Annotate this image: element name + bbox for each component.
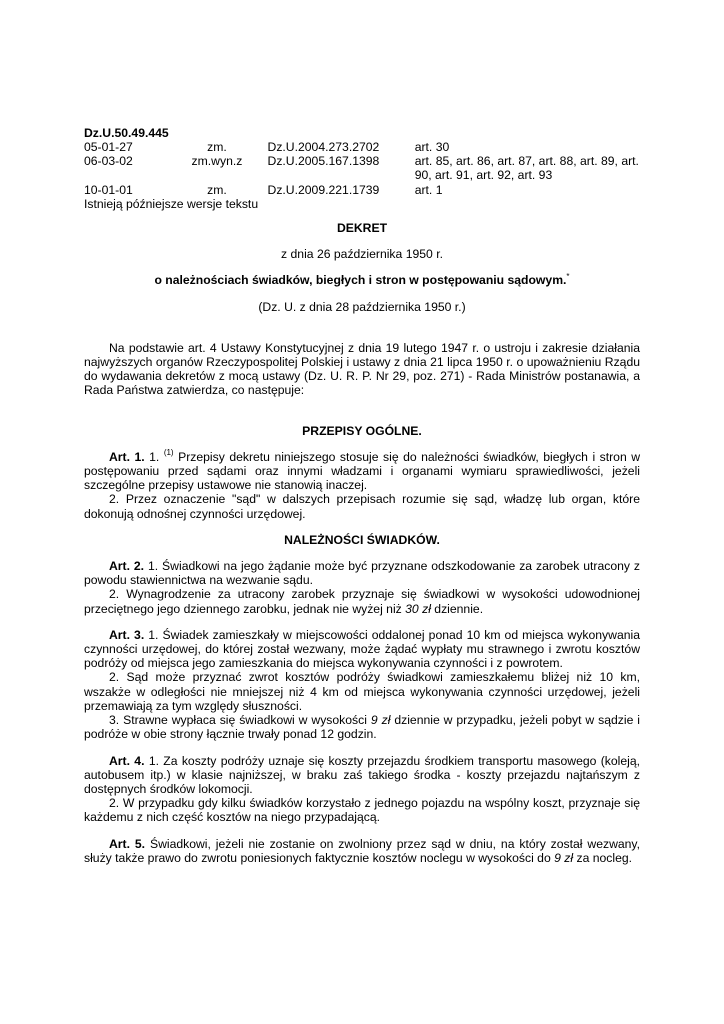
paragraph-number: 1. (149, 449, 160, 464)
amendments-table (84, 140, 640, 197)
paragraph-text: 1. Za koszty podróży uznaje się koszty przejazdu środkiem transportu masowego (koleją, autobusem itp.) w klasie najniższej, w braku zaś takiego środka - koszty przejazdu najtańszym z dostępnych środków lokomocji. (84, 753, 641, 796)
preamble: Na podstawie art. 4 Ustawy Konstytucyjnej z dnia 19 lutego 1947 r. o ustroju i zakresie działania najwyższych organów Rzeczypospolitej Polskiej i ustawy z dnia 21 lipca 1950 r. o upoważnieniu Rządu do wydawania dekretów z mocą ustawy (Dz. U. R. P. Nr 29, poz. 271) - Rada Ministrów postanawia, a Rada Państwa zatwierdza, co następuje: (84, 340, 640, 398)
article-paragraph (84, 628, 640, 671)
paragraph-text: 2. Wynagrodzenie za utracony zarobek przyznaje się świadkowi w wysokości udowodnionej przeciętnego jego dziennego zarobku, jednak nie wyżej niż (84, 587, 640, 616)
amendment-type: zm. (207, 140, 227, 154)
document-date: z dnia 26 października 1950 r. (281, 247, 443, 262)
amendment-articles: art. 85, art. 86, art. 87, art. 88, art. 89, art. 90, art. 91, art. 92, art. 93 (414, 154, 639, 183)
amount: 9 zł (370, 713, 391, 728)
paragraph-text: Świadkowi, jeżeli nie zostanie on zwolniony przez sąd w dniu, na który został wezwany, służy także prawo do zwrotu poniesionych faktycznie kosztów noclegu w wysokości do (84, 836, 640, 865)
article-label: Art. 1. (109, 449, 145, 464)
amendment-date: 06-03-02 (84, 154, 133, 169)
amendment-row (84, 183, 640, 197)
amount: 30 zł (405, 601, 431, 616)
article-2 (84, 559, 640, 616)
later-versions-note: Istnieją późniejsze wersje tekstu (84, 196, 259, 211)
paragraph-text: Przepisy dekretu niniejszego stosuje się do należności świadków, biegłych i stron w postępowaniu przed sądami oraz innymi władzami i organami wymiaru sprawiedliwości, jeżeli szczególne przepisy ustawowe nie stanowią inaczej. (84, 449, 641, 493)
article-paragraph (84, 837, 640, 865)
article-paragraph (84, 587, 640, 615)
amendment-row (84, 140, 640, 154)
amendment-articles: art. 1 (414, 182, 443, 197)
article-label: Art. 3. (109, 627, 145, 642)
amendment-date: 05-01-27 (84, 140, 133, 154)
article-paragraph: 2. Przez oznaczenie "sąd" w dalszych przepisach rozumie się sąd, władzę lub organ, które dokonują odnośnej czynności urzędowej. (84, 492, 640, 521)
article-label: Art. 2. (109, 559, 145, 574)
document-page (84, 126, 640, 865)
article-4 (84, 754, 640, 825)
document-subject (84, 273, 640, 287)
amendment-articles: art. 30 (414, 140, 450, 154)
paragraph-text: dziennie w przypadku, jeżeli pobyt w sądzie i podróże w obie strony łącznie trwały ponad 12 godzin. (84, 713, 641, 742)
article-paragraph (84, 559, 640, 587)
article-paragraph (84, 713, 640, 741)
amendment-reference: Dz.U.2005.167.1398 (267, 154, 380, 169)
section-heading-general: PRZEPISY OGÓLNE. (302, 423, 422, 438)
article-5 (84, 837, 640, 865)
article-3 (84, 628, 640, 742)
paragraph-text: za nocleg. (573, 850, 633, 865)
amendment-type: zm.wyn.z (191, 154, 243, 169)
amendment-reference: Dz.U.2009.221.1739 (267, 182, 380, 197)
amount: 9 zł (554, 850, 574, 865)
article-paragraph (84, 447, 641, 493)
amendment-reference: Dz.U.2004.273.2702 (267, 140, 380, 154)
article-label: Art. 5. (109, 836, 146, 851)
paragraph-text: 1. Świadkowi na jego żądanie może być przyznane odszkodowanie za zarobek utracony z powodu stawiennictwa na wezwanie sądu. (84, 559, 640, 588)
section-heading-witnesses: NALEŻNOŚCI ŚWIADKÓW. (284, 532, 440, 547)
publication-info: (Dz. U. z dnia 28 października 1950 r.) (258, 299, 466, 314)
amendment-type: zm. (207, 182, 227, 197)
article-paragraph: 2. Sąd może przyznać zwrot kosztów podróży świadkowi zamieszkałemu bliżej niż 10 km, wszakże w odległości nie mniejszej niż 4 km od miejsca wykonywania czynności urzędowej, jeżeli przemawiają za tym względy słuszności. (84, 670, 640, 713)
article-paragraph: 2. W przypadku gdy kilku świadków korzystało z jednego pojazdu na wspólny koszt, przyznaje się każdemu z nich część kosztów na niego przypadającą. (84, 796, 640, 825)
amendment-row (84, 154, 640, 182)
paragraph-text: 3. Strawne wypłaca się świadkowi w wysokości (109, 713, 371, 728)
article-1 (84, 447, 641, 521)
paragraph-text: 1. Świadek zamieszkały w miejscowości oddalonej ponad 10 km od miejsca wykonywania czynności urzędowej, do której został wezwany, może żądać wypłaty mu strawnego i zwrotu kosztów podróży od miejsca jego zamieszkania do miejsca wykonywania czynności i z powrotem. (84, 627, 640, 671)
article-label: Art. 4. (109, 753, 145, 768)
document-title: DEKRET (336, 221, 388, 236)
amendment-date: 10-01-01 (84, 182, 133, 197)
subject-text: o należnościach świadków, biegłych i stron w postępowaniu sądowym. (154, 273, 567, 288)
document-id: Dz.U.50.49.445 (84, 126, 169, 140)
article-paragraph (84, 754, 640, 797)
subject-footnote-mark[interactable]: * (566, 272, 570, 282)
paragraph-text: dziennie. (430, 601, 484, 616)
footnote-reference[interactable]: (1) (163, 447, 174, 457)
